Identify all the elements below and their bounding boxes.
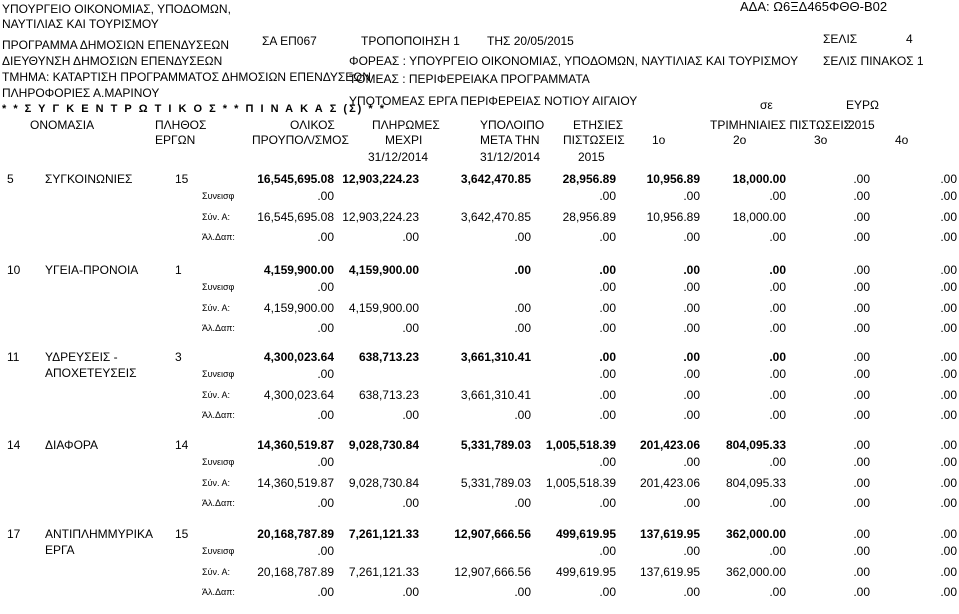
col-pistoseis: ΠΙΣΤΩΣΕΙΣ <box>563 133 625 147</box>
cell-al-5: .00 <box>769 408 786 422</box>
cell-al-4: .00 <box>683 230 700 244</box>
cell-main-6: .00 <box>853 350 870 364</box>
cell-syn_a-1: 12,903,224.23 <box>342 210 419 224</box>
report-title: * * Σ Υ Γ Κ Ε Ν Τ Ρ Ω Τ Ι Κ Ο Σ * * Π Ι Ν Α Κ Α Σ (Σ) * * <box>2 103 387 115</box>
group-name: ΔΙΑΦΟΡΑ <box>45 438 99 452</box>
col-year: 2015 <box>578 150 605 164</box>
modification-date: ΤΗΣ 20/05/2015 <box>487 34 574 48</box>
cell-al-3: .00 <box>599 230 616 244</box>
directorate-line: ΔΙΕΥΘΥΝΣΗ ΔΗΜΟΣΙΩΝ ΕΠΕΝΔΥΣΕΩΝ <box>2 54 223 68</box>
cell-syn-5: .00 <box>769 455 786 469</box>
cell-al-0: .00 <box>317 496 334 510</box>
group-name: ΑΝΤΙΠΛΗΜΜΥΡΙΚΑ <box>45 527 154 541</box>
cell-main-1: 12,903,224.23 <box>342 172 419 186</box>
cell-main-3: 1,005,518.39 <box>545 438 616 452</box>
cell-syn-0: .00 <box>317 280 334 294</box>
cell-main-4: 201,423.06 <box>639 438 700 452</box>
cell-al-1: .00 <box>402 496 419 510</box>
cell-al-5: .00 <box>769 585 786 599</box>
row-label-al: Άλ.Δαπ: <box>202 498 235 508</box>
col-q2: 2ο <box>733 133 747 147</box>
cell-syn-7: .00 <box>940 280 957 294</box>
cell-main-6: .00 <box>853 527 870 541</box>
cell-al-4: .00 <box>683 408 700 422</box>
row-label-syn_a: Σύν. Α: <box>202 390 230 400</box>
cell-main-5: 804,095.33 <box>725 438 786 452</box>
cell-main-3: .00 <box>599 350 616 364</box>
cell-syn-4: .00 <box>683 280 700 294</box>
cell-syn_a-7: .00 <box>940 301 957 315</box>
cell-syn_a-3: 28,956.89 <box>562 210 616 224</box>
group-code: 5 <box>7 172 14 186</box>
col-q3: 3ο <box>814 133 828 147</box>
cell-syn-0: .00 <box>317 544 334 558</box>
ypotomeas-line: ΥΠΟΤΟΜΕΑΣ ΕΡΓΑ ΠΕΡΙΦΕΡΕΙΑΣ ΝΟΤΙΟΥ ΑΙΓΑΙΟΥ <box>349 94 638 108</box>
cell-al-4: .00 <box>683 321 700 335</box>
cell-main-7: .00 <box>940 172 957 186</box>
cell-syn-4: .00 <box>683 455 700 469</box>
cell-syn_a-1: 9,028,730.84 <box>348 476 419 490</box>
cell-al-3: .00 <box>599 496 616 510</box>
cell-main-7: .00 <box>940 438 957 452</box>
group-count: 3 <box>175 350 182 364</box>
ministry-line-1: ΥΠΟΥΡΓΕΙΟ ΟΙΚΟΝΟΜΙΑΣ, ΥΠΟΔΟΜΩΝ, <box>2 2 231 16</box>
row-label-syn: Συνεισφ <box>202 457 235 467</box>
cell-syn_a-7: .00 <box>940 210 957 224</box>
cell-main-1: 9,028,730.84 <box>348 438 419 452</box>
col-q1: 1ο <box>652 133 666 147</box>
cell-main-4: .00 <box>683 263 700 277</box>
cell-al-0: .00 <box>317 230 334 244</box>
cell-main-2: 12,907,666.56 <box>454 527 531 541</box>
cell-syn_a-3: 499,619.95 <box>555 565 616 579</box>
col-ypoloipo: ΥΠΟΛΟΙΠΟ <box>480 118 545 132</box>
cell-al-7: .00 <box>940 321 957 335</box>
cell-syn_a-1: 4,159,900.00 <box>348 301 419 315</box>
row-label-syn_a: Σύν. Α: <box>202 212 230 222</box>
cell-syn-5: .00 <box>769 544 786 558</box>
cell-syn_a-0: 4,159,900.00 <box>263 301 334 315</box>
cell-syn_a-4: .00 <box>683 388 700 402</box>
cell-syn_a-0: 4,300,023.64 <box>263 388 334 402</box>
cell-syn_a-5: .00 <box>769 301 786 315</box>
cell-syn_a-4: 10,956.89 <box>646 210 700 224</box>
cell-syn_a-2: 12,907,666.56 <box>454 565 531 579</box>
col-q4: 4ο <box>895 133 909 147</box>
cell-syn_a-4: .00 <box>683 301 700 315</box>
cell-syn_a-3: .00 <box>599 388 616 402</box>
cell-syn-0: .00 <box>317 367 334 381</box>
cell-main-0: 4,300,023.64 <box>263 350 334 364</box>
cell-main-5: .00 <box>769 263 786 277</box>
tomeas-line: ΤΟΜΕΑΣ : ΠΕΡΙΦΕΡΕΙΑΚΑ ΠΡΟΓΡΑΜΜΑΤΑ <box>349 72 590 86</box>
cell-syn-3: .00 <box>599 455 616 469</box>
row-label-al: Άλ.Δαπ: <box>202 587 235 597</box>
ministry-line-2: ΝΑΥΤΙΛΙΑΣ ΚΑΙ ΤΟΥΡΙΣΜΟΥ <box>2 17 159 31</box>
cell-main-1: 7,261,121.33 <box>348 527 419 541</box>
cell-syn_a-0: 14,360,519.87 <box>257 476 334 490</box>
cell-al-4: .00 <box>683 585 700 599</box>
cell-main-3: 499,619.95 <box>555 527 616 541</box>
cell-main-4: .00 <box>683 350 700 364</box>
cell-main-2: 5,331,789.03 <box>460 438 531 452</box>
col-meta-tin: ΜΕΤΑ ΤΗΝ <box>480 133 540 147</box>
col-ergon: ΕΡΓΩΝ <box>155 133 196 147</box>
cell-main-1: 638,713.23 <box>358 350 419 364</box>
group-code: 14 <box>7 438 21 452</box>
cell-main-5: 18,000.00 <box>732 172 786 186</box>
cell-syn_a-2: .00 <box>514 301 531 315</box>
cell-al-3: .00 <box>599 408 616 422</box>
cell-al-5: .00 <box>769 230 786 244</box>
cell-main-2: 3,661,310.41 <box>460 350 531 364</box>
col-plithos: ΠΛΗΘΟΣ <box>155 118 207 132</box>
info-line: ΠΛΗΡΟΦΟΡΙΕΣ Α.ΜΑΡΙΝΟΥ <box>2 86 160 100</box>
cell-syn-4: .00 <box>683 544 700 558</box>
cell-syn_a-4: 137,619.95 <box>639 565 700 579</box>
cell-syn_a-1: 638,713.23 <box>358 388 419 402</box>
cell-main-0: 14,360,519.87 <box>257 438 334 452</box>
cell-syn_a-5: 804,095.33 <box>725 476 786 490</box>
cell-al-4: .00 <box>683 496 700 510</box>
group-count: 15 <box>175 172 189 186</box>
cell-al-7: .00 <box>940 230 957 244</box>
row-label-syn: Συνεισφ <box>202 282 235 292</box>
cell-main-0: 4,159,900.00 <box>263 263 334 277</box>
cell-main-7: .00 <box>940 527 957 541</box>
cell-main-5: .00 <box>769 350 786 364</box>
group-name: ΥΓΕΙΑ-ΠΡΟΝΟΙΑ <box>45 263 139 277</box>
cell-main-4: 10,956.89 <box>646 172 700 186</box>
ada-code: ΑΔΑ: Ω6ΞΔ465ΦΘΘ-Β02 <box>740 0 888 14</box>
cell-al-0: .00 <box>317 585 334 599</box>
foreas-line: ΦΟΡΕΑΣ : ΥΠΟΥΡΓΕΙΟ ΟΙΚΟΝΟΜΙΑΣ, ΥΠΟΔΟΜΩΝ, ΝΑΥΤΙΛΙΑΣ ΚΑΙ ΤΟΥΡΙΣΜΟΥ <box>349 54 799 68</box>
currency-label: ΕΥΡΩ <box>846 98 879 112</box>
col-date1: 31/12/2014 <box>368 150 429 164</box>
group-count: 15 <box>175 527 189 541</box>
group-code: 10 <box>7 263 21 277</box>
sa-code: ΣΑ ΕΠ067 <box>262 34 317 48</box>
cell-syn-7: .00 <box>940 367 957 381</box>
cell-al-0: .00 <box>317 321 334 335</box>
row-label-syn: Συνεισφ <box>202 546 235 556</box>
cell-syn_a-5: 362,000.00 <box>725 565 786 579</box>
cell-syn_a-6: .00 <box>853 565 870 579</box>
cell-syn_a-4: 201,423.06 <box>639 476 700 490</box>
cell-syn-7: .00 <box>940 544 957 558</box>
cell-syn_a-5: .00 <box>769 388 786 402</box>
group-name: ΑΠΟΧΕΤΕΥΣΕΙΣ <box>45 366 137 380</box>
cell-main-7: .00 <box>940 263 957 277</box>
cell-al-3: .00 <box>599 321 616 335</box>
cell-main-2: .00 <box>514 263 531 277</box>
row-label-syn: Συνεισφ <box>202 369 235 379</box>
se-label: σε <box>760 98 773 112</box>
cell-syn-3: .00 <box>599 189 616 203</box>
cell-al-3: .00 <box>599 585 616 599</box>
row-label-al: Άλ.Δαπ: <box>202 410 235 420</box>
cell-syn-6: .00 <box>853 544 870 558</box>
cell-syn-0: .00 <box>317 189 334 203</box>
col-proyp: ΠΡΟΥΠΟΛ/ΣΜΟΣ <box>252 133 349 147</box>
cell-al-6: .00 <box>853 496 870 510</box>
cell-main-0: 20,168,787.89 <box>257 527 334 541</box>
cell-syn_a-0: 16,545,695.08 <box>257 210 334 224</box>
cell-al-7: .00 <box>940 408 957 422</box>
cell-syn_a-6: .00 <box>853 210 870 224</box>
cell-syn-4: .00 <box>683 189 700 203</box>
cell-main-6: .00 <box>853 438 870 452</box>
cell-main-0: 16,545,695.08 <box>257 172 334 186</box>
cell-syn-4: .00 <box>683 367 700 381</box>
cell-main-3: 28,956.89 <box>562 172 616 186</box>
cell-al-2: .00 <box>514 496 531 510</box>
cell-syn-0: .00 <box>317 455 334 469</box>
cell-syn_a-2: 3,642,470.85 <box>460 210 531 224</box>
cell-main-1: 4,159,900.00 <box>348 263 419 277</box>
row-label-syn_a: Σύν. Α: <box>202 303 230 313</box>
group-code: 11 <box>7 350 20 364</box>
cell-syn_a-1: 7,261,121.33 <box>348 565 419 579</box>
row-label-syn_a: Σύν. Α: <box>202 478 230 488</box>
cell-al-6: .00 <box>853 585 870 599</box>
cell-main-6: .00 <box>853 263 870 277</box>
cell-syn-5: .00 <box>769 189 786 203</box>
group-name: ΕΡΓΑ <box>45 543 75 557</box>
cell-syn-6: .00 <box>853 367 870 381</box>
col-olikos: ΟΛΙΚΟΣ <box>290 118 335 132</box>
cell-syn_a-3: 1,005,518.39 <box>545 476 616 490</box>
cell-al-2: .00 <box>514 321 531 335</box>
cell-main-3: .00 <box>599 263 616 277</box>
cell-syn_a-5: 18,000.00 <box>732 210 786 224</box>
group-code: 17 <box>7 527 21 541</box>
row-label-al: Άλ.Δαπ: <box>202 232 235 242</box>
cell-al-2: .00 <box>514 230 531 244</box>
group-count: 14 <box>175 438 189 452</box>
col-mexri: ΜΕΧΡΙ <box>385 133 423 147</box>
cell-syn-5: .00 <box>769 367 786 381</box>
cell-main-5: 362,000.00 <box>725 527 786 541</box>
cell-syn-6: .00 <box>853 455 870 469</box>
cell-al-6: .00 <box>853 230 870 244</box>
table-page: ΣΕΛΙΣ ΠΙΝΑΚΟΣ 1 <box>823 54 924 68</box>
cell-syn-6: .00 <box>853 280 870 294</box>
cell-al-6: .00 <box>853 408 870 422</box>
cell-syn-6: .00 <box>853 189 870 203</box>
department-line: ΤΜΗΜΑ: ΚΑΤΑΡΤΙΣΗ ΠΡΟΓΡΑΜΜΑΤΟΣ ΔΗΜΟΣΙΩΝ ΕΠΕΝΔΥΣΕΩΝ <box>2 70 371 84</box>
cell-al-7: .00 <box>940 496 957 510</box>
col-trimhniaies: ΤΡΙΜΗΝΙΑΙΕΣ ΠΙΣΤΩΣΕΙΣ <box>710 118 852 132</box>
row-label-syn: Συνεισφ <box>202 191 235 201</box>
cell-syn-7: .00 <box>940 455 957 469</box>
cell-main-7: .00 <box>940 350 957 364</box>
col-etisies: ΕΤΗΣΙΕΣ <box>573 118 624 132</box>
col-pliromes: ΠΛΗΡΩΜΕΣ <box>372 118 440 132</box>
cell-syn_a-0: 20,168,787.89 <box>257 565 334 579</box>
cell-al-2: .00 <box>514 585 531 599</box>
cell-syn_a-2: 5,331,789.03 <box>460 476 531 490</box>
cell-main-4: 137,619.95 <box>639 527 700 541</box>
group-count: 1 <box>175 263 182 277</box>
cell-syn-7: .00 <box>940 189 957 203</box>
col-onomasia: ΟΝΟΜΑΣΙΑ <box>30 118 95 132</box>
cell-al-1: .00 <box>402 408 419 422</box>
row-label-syn_a: Σύν. Α: <box>202 567 230 577</box>
cell-al-0: .00 <box>317 408 334 422</box>
cell-syn-5: .00 <box>769 280 786 294</box>
col-date2: 31/12/2014 <box>480 150 541 164</box>
cell-syn-3: .00 <box>599 367 616 381</box>
page-number: 4 <box>906 32 913 46</box>
page-label: ΣΕΛΙΣ <box>823 32 858 46</box>
group-name: ΥΔΡΕΥΣΕΙΣ - <box>45 350 118 364</box>
cell-syn_a-7: .00 <box>940 565 957 579</box>
cell-main-2: 3,642,470.85 <box>460 172 531 186</box>
modification-label: ΤΡΟΠΟΠΟΙΗΣΗ 1 <box>361 34 460 48</box>
cell-syn_a-7: .00 <box>940 476 957 490</box>
col-trim-year: 2015 <box>848 118 875 132</box>
cell-al-1: .00 <box>402 585 419 599</box>
cell-syn_a-3: .00 <box>599 301 616 315</box>
cell-al-1: .00 <box>402 321 419 335</box>
cell-al-7: .00 <box>940 585 957 599</box>
group-name: ΣΥΓΚΟΙΝΩΝΙΕΣ <box>45 172 133 186</box>
cell-syn_a-2: 3,661,310.41 <box>460 388 531 402</box>
cell-syn_a-6: .00 <box>853 301 870 315</box>
cell-syn-3: .00 <box>599 544 616 558</box>
cell-al-6: .00 <box>853 321 870 335</box>
cell-al-2: .00 <box>514 408 531 422</box>
cell-al-5: .00 <box>769 496 786 510</box>
cell-main-6: .00 <box>853 172 870 186</box>
cell-syn_a-6: .00 <box>853 476 870 490</box>
row-label-al: Άλ.Δαπ: <box>202 323 235 333</box>
cell-al-5: .00 <box>769 321 786 335</box>
cell-syn_a-7: .00 <box>940 388 957 402</box>
program-line: ΠΡΟΓΡΑΜΜΑ ΔΗΜΟΣΙΩΝ ΕΠΕΝΔΥΣΕΩΝ <box>2 38 229 52</box>
cell-syn_a-6: .00 <box>853 388 870 402</box>
cell-al-1: .00 <box>402 230 419 244</box>
cell-syn-3: .00 <box>599 280 616 294</box>
